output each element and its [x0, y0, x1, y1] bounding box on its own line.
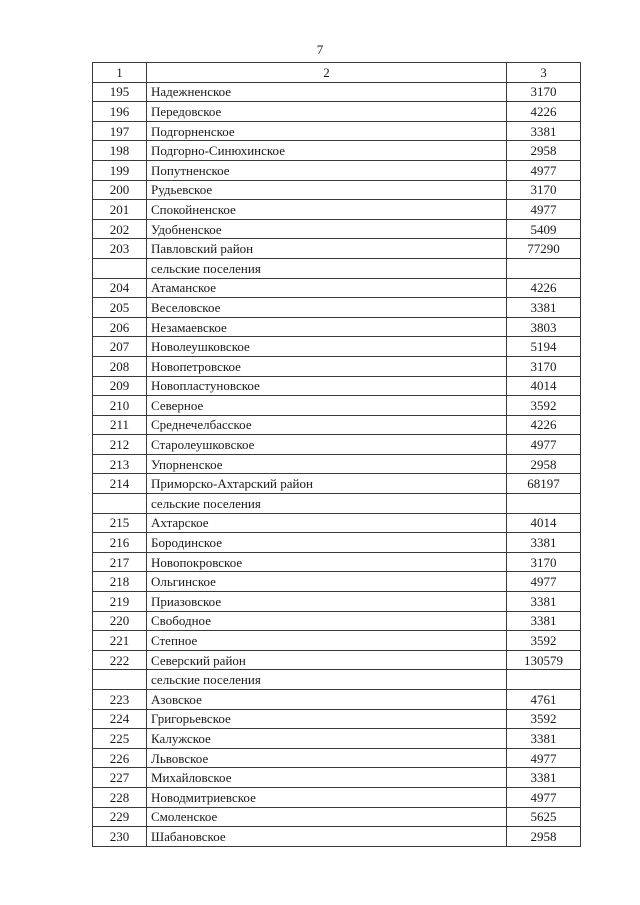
- settlement-name: сельские поселения: [147, 494, 507, 514]
- table-row: [93, 572, 581, 592]
- settlement-name: Свободное: [147, 611, 507, 631]
- table-row: [93, 200, 581, 220]
- table-row: [93, 513, 581, 533]
- settlement-name: Степное: [147, 631, 507, 651]
- row-number: 220: [93, 611, 147, 631]
- settlement-name: Упорненское: [147, 454, 507, 474]
- settlement-name: сельские поселения: [147, 670, 507, 690]
- row-number: 201: [93, 200, 147, 220]
- settlement-name: Новопокровское: [147, 552, 507, 572]
- column-header-value: 3: [507, 63, 581, 83]
- row-number: [93, 494, 147, 514]
- table-row: [93, 160, 581, 180]
- table-row: [93, 337, 581, 357]
- settlement-name: сельские поселения: [147, 258, 507, 278]
- row-number: 196: [93, 102, 147, 122]
- table-row: [93, 768, 581, 788]
- settlement-name: Григорьевское: [147, 709, 507, 729]
- row-number: [93, 670, 147, 690]
- row-number: 227: [93, 768, 147, 788]
- allocation-value: 3592: [507, 396, 581, 416]
- settlement-name: Львовское: [147, 748, 507, 768]
- allocation-value: 4977: [507, 160, 581, 180]
- row-number: 219: [93, 592, 147, 612]
- table-row: [93, 748, 581, 768]
- table-row: [93, 611, 581, 631]
- row-number: 214: [93, 474, 147, 494]
- row-number: 198: [93, 141, 147, 161]
- settlement-name: Северное: [147, 396, 507, 416]
- allocation-value: 4977: [507, 435, 581, 455]
- allocation-value: 3381: [507, 768, 581, 788]
- row-number: 202: [93, 219, 147, 239]
- row-number: 211: [93, 415, 147, 435]
- allocation-value: [507, 670, 581, 690]
- table-row: [93, 278, 581, 298]
- allocation-value: 77290: [507, 239, 581, 259]
- settlement-name: Рудьевское: [147, 180, 507, 200]
- allocation-value: 3381: [507, 729, 581, 749]
- settlement-name: Старолеушковское: [147, 435, 507, 455]
- table-row: [93, 102, 581, 122]
- row-number: 213: [93, 454, 147, 474]
- table-row: [93, 827, 581, 847]
- allocation-value: 5409: [507, 219, 581, 239]
- allocation-value: 3381: [507, 592, 581, 612]
- row-number: 206: [93, 317, 147, 337]
- allocation-value: 4977: [507, 200, 581, 220]
- row-number: 228: [93, 787, 147, 807]
- table-row: [93, 494, 581, 514]
- settlement-name: Попутненское: [147, 160, 507, 180]
- allocation-value: 2958: [507, 454, 581, 474]
- settlement-name: Передовское: [147, 102, 507, 122]
- page-number: 7: [316, 42, 324, 57]
- table-row: [93, 396, 581, 416]
- table-row: [93, 690, 581, 710]
- settlement-name: Среднечелбасское: [147, 415, 507, 435]
- allocation-value: 4014: [507, 513, 581, 533]
- allocation-value: 3170: [507, 180, 581, 200]
- allocation-value: 3803: [507, 317, 581, 337]
- row-number: 230: [93, 827, 147, 847]
- table-row: [93, 180, 581, 200]
- allocation-value: 4226: [507, 278, 581, 298]
- allocation-value: 4977: [507, 787, 581, 807]
- settlement-name: Шабановское: [147, 827, 507, 847]
- table-row: [93, 552, 581, 572]
- column-header-number: 1: [93, 63, 147, 83]
- allocation-value: 3170: [507, 356, 581, 376]
- table-header-row: [93, 63, 581, 83]
- table-row: [93, 376, 581, 396]
- allocation-value: 3381: [507, 611, 581, 631]
- settlement-name: Смоленское: [147, 807, 507, 827]
- row-number: 208: [93, 356, 147, 376]
- allocation-value: 3381: [507, 298, 581, 318]
- allocation-value: 130579: [507, 650, 581, 670]
- row-number: 203: [93, 239, 147, 259]
- table-row: [93, 239, 581, 259]
- allocation-value: 4226: [507, 415, 581, 435]
- table-row: [93, 807, 581, 827]
- allocation-value: 3170: [507, 552, 581, 572]
- row-number: 229: [93, 807, 147, 827]
- settlement-name: Ахтарское: [147, 513, 507, 533]
- table-body: [93, 63, 581, 847]
- row-number: 226: [93, 748, 147, 768]
- allocation-value: 3592: [507, 631, 581, 651]
- table-row: [93, 298, 581, 318]
- row-number: 224: [93, 709, 147, 729]
- table-row: [93, 787, 581, 807]
- settlement-name: Приазовское: [147, 592, 507, 612]
- settlement-name: Калужское: [147, 729, 507, 749]
- row-number: 223: [93, 690, 147, 710]
- settlement-name: Павловский район: [147, 239, 507, 259]
- settlement-name: Новопетровское: [147, 356, 507, 376]
- row-number: 225: [93, 729, 147, 749]
- row-number: 222: [93, 650, 147, 670]
- allocation-value: 3381: [507, 121, 581, 141]
- row-number: 207: [93, 337, 147, 357]
- table-row: [93, 729, 581, 749]
- settlement-name: Веселовское: [147, 298, 507, 318]
- table-row: [93, 219, 581, 239]
- allocation-value: [507, 258, 581, 278]
- allocation-value: 4977: [507, 572, 581, 592]
- row-number: 205: [93, 298, 147, 318]
- allocation-value: 3592: [507, 709, 581, 729]
- allocation-value: 68197: [507, 474, 581, 494]
- allocation-value: 2958: [507, 827, 581, 847]
- table-row: [93, 317, 581, 337]
- allocation-value: 5194: [507, 337, 581, 357]
- settlement-name: Атаманское: [147, 278, 507, 298]
- settlement-name: Надежненское: [147, 82, 507, 102]
- row-number: 212: [93, 435, 147, 455]
- allocation-value: [507, 494, 581, 514]
- row-number: 199: [93, 160, 147, 180]
- table-row: [93, 533, 581, 553]
- row-number: 221: [93, 631, 147, 651]
- settlement-name: Михайловское: [147, 768, 507, 788]
- row-number: 200: [93, 180, 147, 200]
- settlement-name: Подгорно-Синюхинское: [147, 141, 507, 161]
- row-number: 218: [93, 572, 147, 592]
- row-number: 204: [93, 278, 147, 298]
- settlement-name: Ольгинское: [147, 572, 507, 592]
- table-row: [93, 709, 581, 729]
- allocation-value: 4226: [507, 102, 581, 122]
- row-number: 195: [93, 82, 147, 102]
- allocation-value: 4014: [507, 376, 581, 396]
- settlement-name: Спокойненское: [147, 200, 507, 220]
- table-row: [93, 435, 581, 455]
- settlement-name: Бородинское: [147, 533, 507, 553]
- row-number: [93, 258, 147, 278]
- settlement-name: Новолеушковское: [147, 337, 507, 357]
- allocation-value: 4977: [507, 748, 581, 768]
- row-number: 197: [93, 121, 147, 141]
- table-row: [93, 454, 581, 474]
- table-row: [93, 121, 581, 141]
- row-number: 209: [93, 376, 147, 396]
- settlement-name: Азовское: [147, 690, 507, 710]
- allocation-table: [92, 62, 581, 847]
- table-row: [93, 82, 581, 102]
- table-row: [93, 631, 581, 651]
- row-number: 210: [93, 396, 147, 416]
- allocation-value: 3381: [507, 533, 581, 553]
- allocation-value: 3170: [507, 82, 581, 102]
- allocation-value: 2958: [507, 141, 581, 161]
- settlement-name: Подгорненское: [147, 121, 507, 141]
- settlement-name: Новопластуновское: [147, 376, 507, 396]
- settlement-name: Удобненское: [147, 219, 507, 239]
- column-header-name: 2: [147, 63, 507, 83]
- table-row: [93, 474, 581, 494]
- table-row: [93, 650, 581, 670]
- table-row: [93, 415, 581, 435]
- allocation-value: 5625: [507, 807, 581, 827]
- row-number: 217: [93, 552, 147, 572]
- table-row: [93, 141, 581, 161]
- table-row: [93, 258, 581, 278]
- table-row: [93, 356, 581, 376]
- row-number: 215: [93, 513, 147, 533]
- settlement-name: Приморско-Ахтарский район: [147, 474, 507, 494]
- row-number: 216: [93, 533, 147, 553]
- table-row: [93, 592, 581, 612]
- settlement-name: Северский район: [147, 650, 507, 670]
- settlement-name: Незамаевское: [147, 317, 507, 337]
- allocation-value: 4761: [507, 690, 581, 710]
- settlement-name: Новодмитриевское: [147, 787, 507, 807]
- table-row: [93, 670, 581, 690]
